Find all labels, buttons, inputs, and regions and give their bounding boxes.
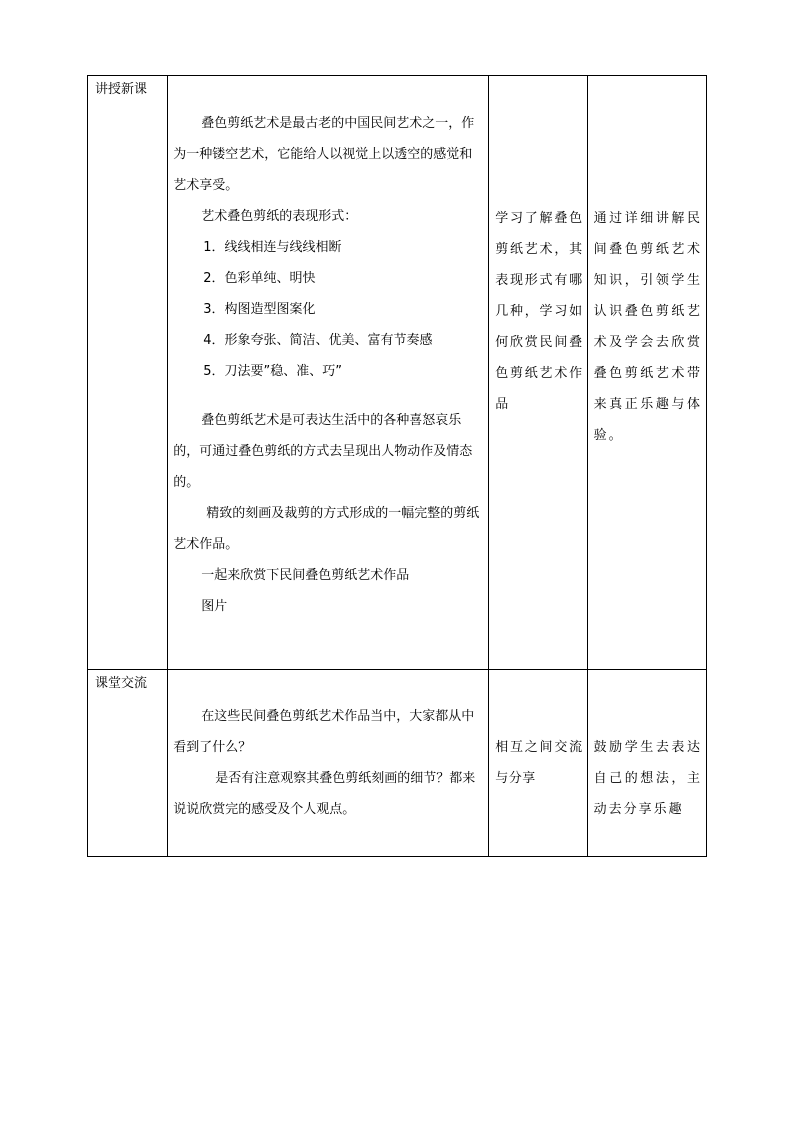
student-activity: 相互之间交流与分享 [489, 670, 587, 857]
paragraph: 一起来欣赏下民间叠色剪纸艺术作品 [201, 568, 410, 583]
list-item: 3．构图造型图案化 [203, 302, 316, 317]
table-row [88, 670, 707, 857]
paragraph: 在这些民间叠色剪纸艺术作品当中，大家都从中看到了什么？ [173, 709, 475, 755]
list-item: 1．线线相连与线线相断 [203, 240, 342, 255]
paragraph: 精致的刻画及裁剪的方式形成的一幅完整的剪纸艺术作品。 [173, 506, 480, 552]
list-item: 4．形象夸张、简洁、优美、富有节奏感 [203, 333, 433, 348]
list-item: 5．刀法要”稳、准、巧” [203, 364, 342, 379]
student-activity: 学习了解叠色剪纸艺术，其表现形式有哪几种，学习如何欣赏民间叠色剪纸艺术作品 [489, 76, 587, 670]
paragraph: 是否有注意观察其叠色剪纸刻画的细节？都来说说欣赏完的感受及个人观点。 [173, 771, 476, 817]
teaching-content [168, 76, 489, 670]
table-row [88, 76, 707, 670]
lesson-plan-table [87, 75, 707, 857]
paragraph: 艺术叠色剪纸的表现形式： [201, 209, 358, 224]
paragraph: 叠色剪纸艺术是可表达生活中的各种喜怒哀乐的，可通过叠色剪纸的方式去呈现出人物动作及情态的。 [173, 413, 473, 490]
design-purpose: 通过详细讲解民间叠色剪纸艺术知识，引领学生认识叠色剪纸艺术及学会去欣赏叠色剪纸艺术带来真正乐趣与体验。 [587, 76, 706, 670]
spacer [173, 387, 482, 405]
section-label: 讲授新课 [88, 76, 168, 670]
teaching-content [168, 670, 489, 857]
paragraph: 叠色剪纸艺术是最古老的中国民间艺术之一，作为一种镂空艺术，它能给人以视觉上以透空的感觉和艺术享受。 [173, 116, 475, 193]
design-purpose: 鼓励学生去表达自己的想法，主动去分享乐趣 [587, 670, 706, 857]
section-label: 课堂交流 [88, 670, 168, 857]
paragraph: 图片 [201, 599, 228, 614]
list-item: 2．色彩单纯、明快 [203, 271, 316, 286]
